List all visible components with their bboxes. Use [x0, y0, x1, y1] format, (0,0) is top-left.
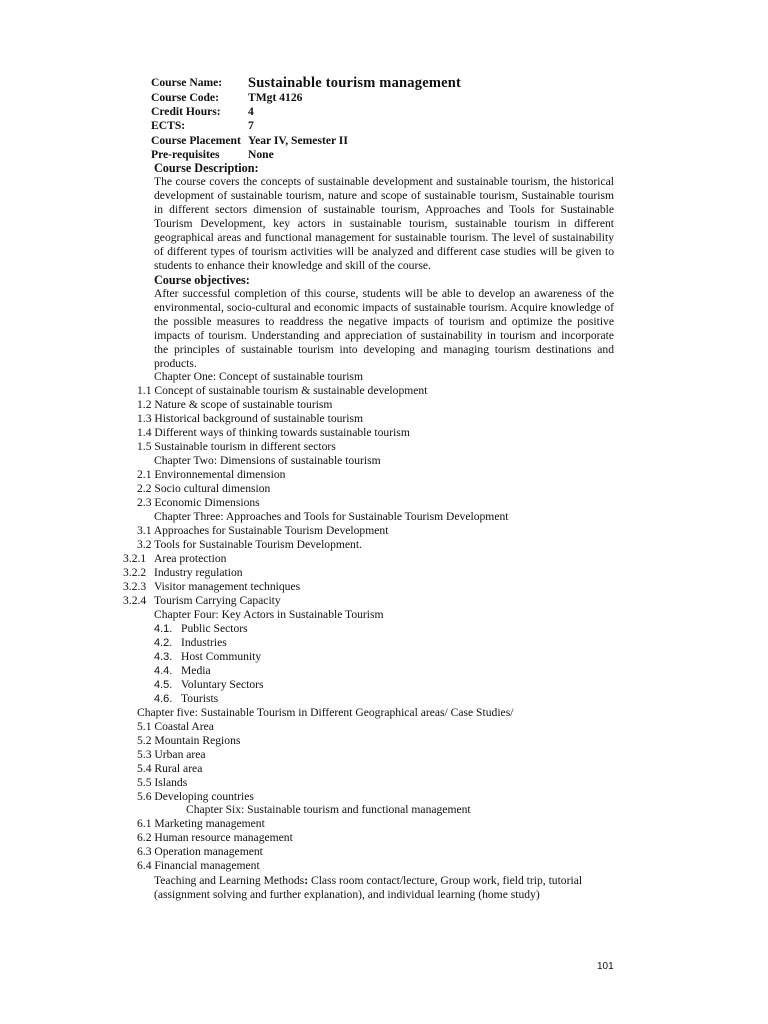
list-item: 3.2 Tools for Sustainable Tourism Development.: [137, 538, 362, 551]
list-item: [154, 650, 261, 664]
objectives-text: After successful completion of this course, students will be able to develop an awareness of the environmental, socio-cultural and economic impacts of sustainable tourism. Acquire knowledge of the possible measures to readdress the negative impacts of tourism and optimize the positive impacts of tourism. Understanding and appreciation of sustainability in tourism and incorporate the principles of sustainable tourism into developing and managing tourism destinations and products.: [154, 287, 614, 370]
list-item: 5.6 Developing countries: [137, 790, 254, 803]
list-item: [154, 622, 248, 636]
credit-hours-label: Credit Hours:: [151, 105, 221, 119]
item-number: 4.2.: [154, 637, 173, 649]
page-number: 101: [597, 961, 614, 972]
credit-hours-row: [151, 105, 461, 119]
teaching-methods-line2: (assignment solving and further explanation), and individual learning (home study): [154, 888, 540, 901]
item-number: 4.5.: [154, 679, 173, 691]
item-number: 3.2.3: [123, 580, 147, 593]
item-number: 3.2.4: [123, 594, 147, 607]
item-text: Industry regulation: [154, 566, 243, 579]
list-item: 2.2 Socio cultural dimension: [137, 482, 271, 495]
objectives-title: Course objectives:: [154, 273, 250, 287]
list-item: [154, 664, 211, 678]
list-item: [123, 580, 300, 594]
chapter-6-title: Chapter Six: Sustainable tourism and functional management: [186, 803, 471, 816]
prereq-value: None: [248, 147, 274, 161]
list-item: 1.2 Nature & scope of sustainable tourism: [137, 398, 333, 411]
list-item: 5.3 Urban area: [137, 748, 206, 761]
list-item: 5.5 Islands: [137, 776, 188, 789]
list-item: 1.5 Sustainable tourism in different sectors: [137, 440, 336, 453]
ects-label: ECTS:: [151, 119, 186, 133]
list-item: 1.1 Concept of sustainable tourism & sustainable development: [137, 384, 428, 397]
list-item: 1.4 Different ways of thinking towards sustainable tourism: [137, 426, 410, 439]
teaching-methods-line1: Class room contact/lecture, Group work, field trip, tutorial: [308, 874, 583, 887]
list-item: 6.4 Financial management: [137, 859, 260, 872]
ects-value: 7: [248, 119, 254, 133]
ects-row: [151, 119, 461, 133]
item-number: 4.1.: [154, 623, 173, 635]
list-item: [123, 566, 243, 580]
course-code-label: Course Code:: [151, 91, 219, 105]
item-text: Industries: [181, 636, 227, 649]
item-text: Visitor management techniques: [154, 580, 301, 593]
item-number: 4.3.: [154, 651, 173, 663]
chapter-2-title: Chapter Two: Dimensions of sustainable tourism: [154, 454, 381, 467]
description-text: The course covers the concepts of sustainable development and sustainable tourism, the historical development of sustainable tourism, nature and scope of sustainable tourism, Sustainable tourism in different sectors dimension of sustainable tourism, Approaches and Tools for Sustainable Tourism Development, key actors in sustainable tourism, sustainable tourism in different geographical areas and functional management for sustainable tourism. The level of sustainability of different types of tourism activities will be analyzed and different case studies will be given to students to enhance their knowledge and skill of the course.: [154, 175, 614, 272]
item-text: Area protection: [154, 552, 227, 565]
list-item: [123, 594, 281, 608]
placement-row: [151, 134, 461, 148]
item-text: Tourists: [181, 692, 219, 705]
chapter-3-title: Chapter Three: Approaches and Tools for Sustainable Tourism Development: [154, 510, 509, 523]
list-item: 6.1 Marketing management: [137, 817, 265, 830]
list-item: [154, 678, 264, 692]
prereq-row: [151, 148, 461, 162]
item-number: 3.2.2: [123, 566, 147, 579]
credit-hours-value: 4: [248, 105, 254, 119]
prereq-label: Pre-requisites: [151, 147, 220, 161]
course-name-label: Course Name:: [151, 75, 223, 89]
list-item: [123, 552, 226, 566]
list-item: 6.2 Human resource management: [137, 831, 293, 844]
course-name-row: [151, 74, 461, 91]
course-code-row: [151, 91, 461, 105]
list-item: 3.1 Approaches for Sustainable Tourism Development: [137, 524, 389, 537]
course-name-value: Sustainable tourism management: [248, 74, 462, 91]
item-text: Voluntary Sectors: [181, 678, 264, 691]
item-text: Public Sectors: [181, 622, 248, 635]
chapter-4-title: Chapter Four: Key Actors in Sustainable Tourism: [154, 608, 384, 621]
teaching-methods-label: Teaching and Learning Methods: [154, 874, 305, 887]
item-number: 3.2.1: [123, 552, 147, 565]
item-number: 4.6.: [154, 693, 173, 705]
teaching-methods-colon: :: [304, 874, 309, 887]
list-item: 5.1 Coastal Area: [137, 720, 214, 733]
placement-label: Course Placement: [151, 133, 241, 147]
placement-value: Year IV, Semester II: [248, 133, 348, 147]
list-item: 5.2 Mountain Regions: [137, 734, 241, 747]
item-text: Host Community: [181, 650, 262, 663]
list-item: [154, 636, 227, 650]
list-item: [154, 692, 218, 706]
course-header: [151, 74, 461, 162]
list-item: 6.3 Operation management: [137, 845, 263, 858]
chapter-5-title: Chapter five: Sustainable Tourism in Different Geographical areas/ Case Studies/: [137, 706, 514, 719]
item-text: Media: [181, 664, 211, 677]
description-title: Course Description:: [154, 161, 259, 175]
item-number: 4.4.: [154, 665, 173, 677]
teaching-methods: [154, 874, 582, 888]
chapter-1-title: Chapter One: Concept of sustainable tourism: [154, 370, 363, 383]
list-item: 1.3 Historical background of sustainable tourism: [137, 412, 364, 425]
item-text: Tourism Carrying Capacity: [154, 594, 281, 607]
list-item: 2.1 Environnemental dimension: [137, 468, 286, 481]
course-code-value: TMgt 4126: [248, 91, 303, 105]
list-item: 5.4 Rural area: [137, 762, 203, 775]
list-item: 2.3 Economic Dimensions: [137, 496, 260, 509]
